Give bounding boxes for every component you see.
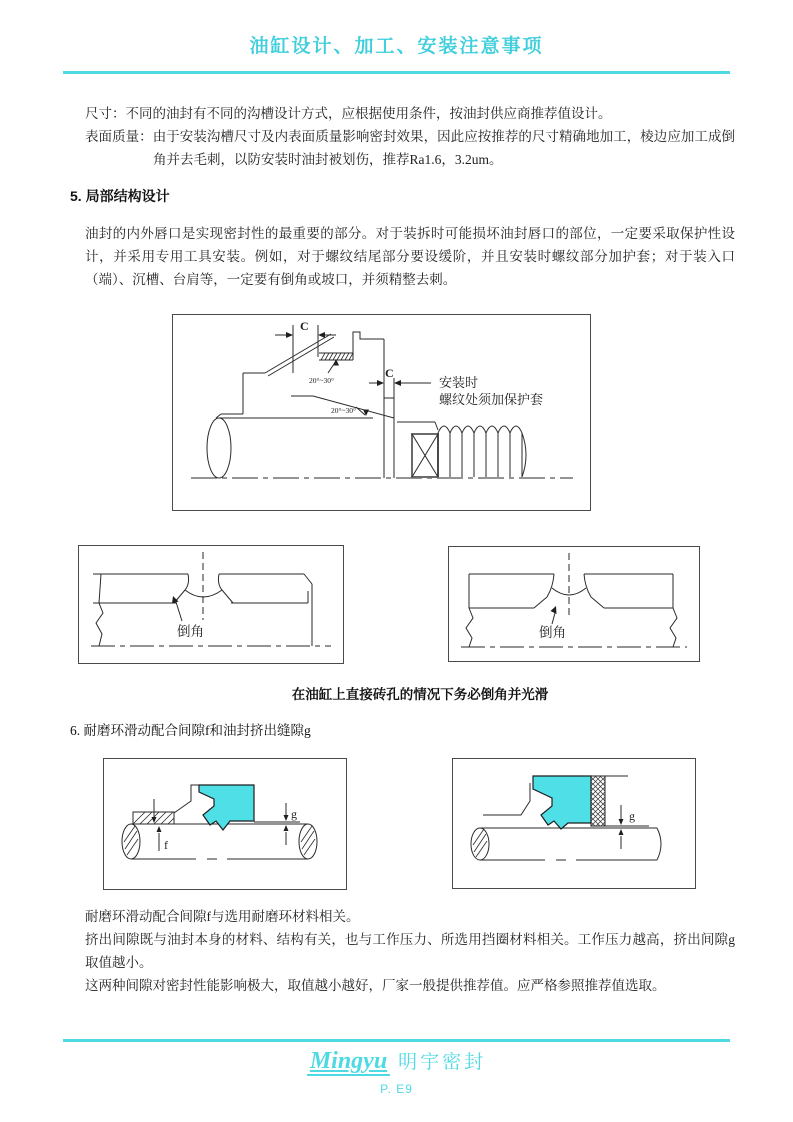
dimension-f — [152, 799, 169, 852]
install-note-line1: 安装时 — [439, 375, 479, 390]
break-line — [96, 574, 103, 646]
rod-end-hatch-left — [473, 829, 487, 857]
part-outline — [466, 574, 677, 647]
rod — [471, 828, 661, 860]
section6-para2: 挤出间隙既与油封本身的材料、结构有关，也与工作压力、所选用挡圈材料相关。工作压力越高，挤出间隙g取值越小。 — [85, 932, 735, 970]
dimension-c-groove — [275, 319, 336, 373]
footer-logo — [0, 1047, 793, 1075]
dim-c2-label: C — [385, 366, 394, 380]
surface-quality-text: 由于安装沟槽尺寸及内表面质量影响密封效果，因此应按推荐的尺寸精确地加工，棱边应加工成倒角并去毛刺，以防安装时油封被划伤，推荐Ra1.6，3.2um。 — [152, 129, 736, 167]
page-title: 油缸设计、加工、安装注意事项 — [249, 36, 544, 57]
hatch-strip — [321, 353, 353, 360]
figure-thread-protection — [172, 314, 591, 511]
break-line-right — [670, 608, 677, 647]
install-note — [439, 375, 543, 407]
dim-g-label: g — [291, 807, 297, 821]
dimension-c-thread — [369, 366, 431, 386]
thread-section — [438, 426, 526, 477]
install-note-line2: 螺纹处须加保护套 — [439, 392, 544, 407]
figure-clearance-left — [103, 758, 347, 890]
dim-c1-label: C — [300, 319, 309, 333]
dim-g-label: g — [629, 809, 635, 823]
rod — [207, 418, 373, 478]
section5-body: 油封的内外唇口是实现密封性的最重要的部分。对于装拆时可能损坏油封唇口的部位，一定要采取保护性设计，并采用专用工具安装。例如，对于螺纹结尾部分要设缓阶，并且安装时螺纹部分加护套；对于装入口（端）、沉槽、台肩等，一定要有倒角或坡口，并须精整去刺。 — [85, 226, 735, 287]
intro-line-size: 尺寸：不同的油封有不同的沟槽设计方式，应根据使用条件，按油封供应商推荐值设计。 — [85, 106, 612, 121]
angle-upper-label: 20°~30° — [309, 376, 335, 385]
footer-rule — [63, 1039, 730, 1042]
page-number: P. E9 — [380, 1082, 413, 1096]
section6-body — [85, 905, 735, 997]
angle-lower-label: 20°~30° — [331, 406, 357, 415]
seal — [533, 776, 591, 829]
dimension-g — [619, 805, 636, 849]
angle-callout-lower — [331, 406, 369, 416]
backup-ring — [591, 776, 605, 826]
header-rule — [63, 71, 730, 74]
surface-quality-label: 表面质量： — [85, 129, 153, 144]
intro-paragraphs — [85, 102, 735, 171]
seal — [199, 785, 254, 830]
seal-cross-section — [412, 434, 438, 477]
figure-chamfer-right — [448, 546, 700, 662]
figure-clearance-right — [452, 758, 696, 889]
section6-para1: 耐磨环滑动配合间隙f与选用耐磨环材料相关。 — [85, 909, 360, 924]
logo-chinese: 明宇密封 — [398, 1052, 487, 1073]
section6-heading: 6. 耐磨环滑动配合间隙f和油封挤出缝隙g — [70, 723, 311, 738]
gland — [216, 332, 394, 478]
dim-f-label: f — [164, 838, 168, 852]
chamfer-label: 倒角 — [539, 625, 566, 640]
chamfer-label: 倒角 — [177, 624, 204, 639]
clearance-left-drawing — [104, 759, 343, 886]
thread-protection-drawing — [173, 315, 587, 507]
chamfer-right-drawing — [449, 547, 696, 658]
section5-heading: 5. 局部结构设计 — [70, 188, 170, 204]
section6-para3: 这两种间隙对密封性能影响极大，取值越小越好，厂家一般提供推荐值。应严格参照推荐值选取。 — [85, 978, 666, 993]
figure-chamfer-left — [78, 545, 344, 664]
figure-caption: 在油缸上直接砖孔的情况下务必倒角并光滑 — [291, 687, 549, 702]
break-line-left — [466, 608, 473, 647]
chamfer-left-drawing — [79, 546, 340, 660]
logo-latin: Mingyu — [307, 1048, 390, 1076]
rod-end-hatch-right — [301, 826, 315, 855]
chamfer-callout — [539, 606, 566, 640]
intro-line-surface — [85, 125, 735, 171]
rod-end-hatch-left — [124, 826, 138, 855]
clearance-right-drawing — [453, 759, 692, 885]
rod-end-right — [657, 828, 661, 860]
chamfer-callout — [172, 596, 204, 639]
angle-callout-upper — [309, 359, 339, 385]
